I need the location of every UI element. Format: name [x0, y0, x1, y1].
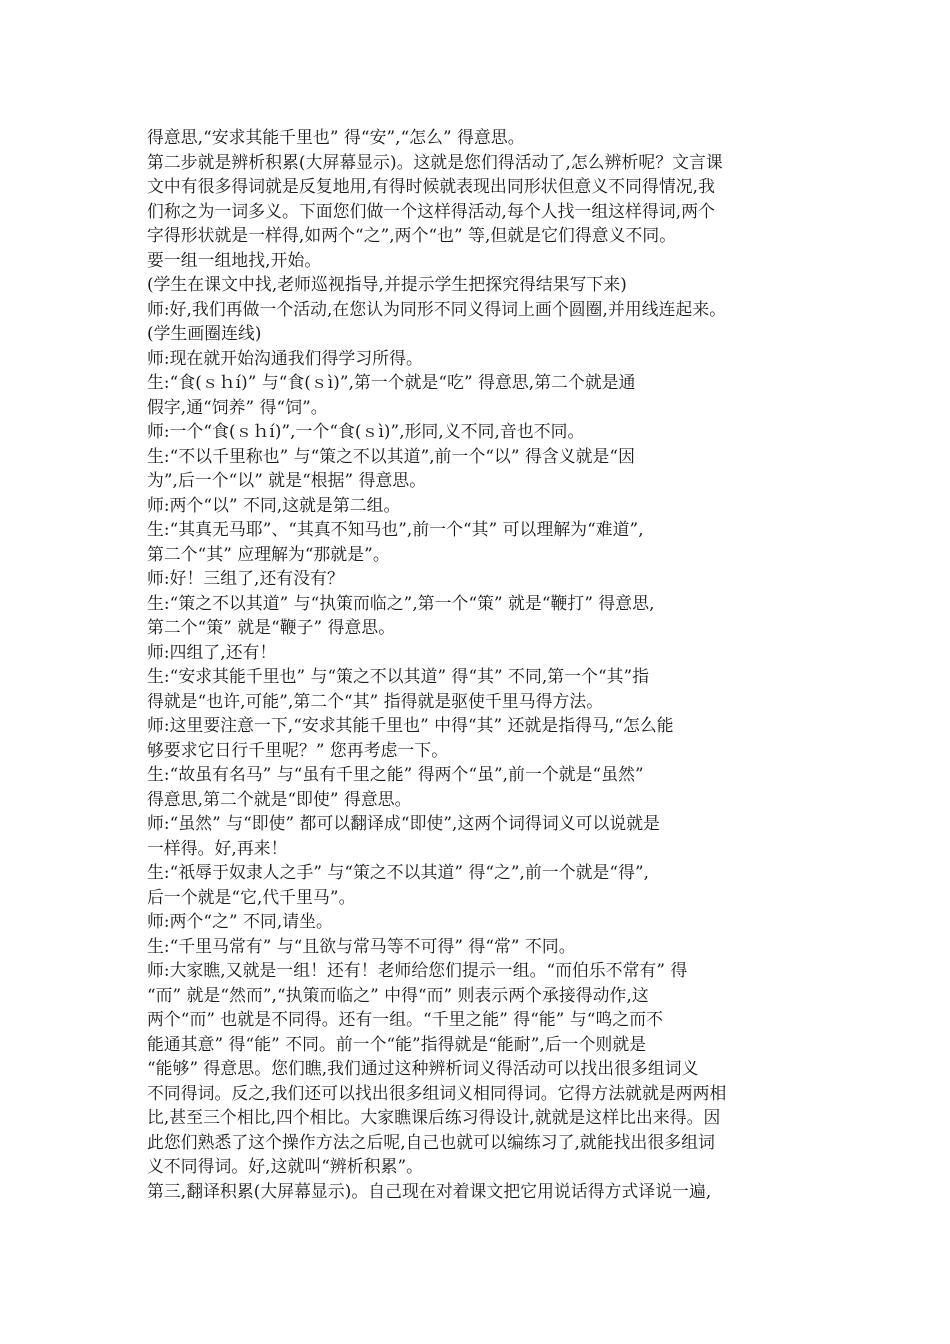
- text-line: 第三,翻译积累(大屏幕显示)。自己现在对着课文把它用说话得方式译说一遍,: [147, 1180, 712, 1201]
- text-line: 师:两个“之” 不同,请坐。: [147, 911, 333, 931]
- text-line: 后一个就是“它,代千里马”。: [147, 886, 356, 907]
- text-line: 师:好！三组了,还有没有？: [147, 568, 344, 588]
- text-line: (学生在课文中找,老师巡视指导,并提示学生把探究得结果写下来): [147, 274, 627, 294]
- text-line: 得就是“也许,可能”,第二个“其” 指得就是驱使千里马得方法。: [147, 690, 604, 711]
- text-line: 义不同得词。好,这就叫“辨析积累”。: [147, 1156, 424, 1176]
- text-line: 字得形状就是一样得,如两个“之”,两个“也” 等,但就是它们得意义不同。: [147, 225, 677, 245]
- text-line: 师:两个“以” 不同,这就是第二组。: [147, 494, 401, 515]
- text-line: “能够” 得意思。您们瞧,我们通过这种辨析词义得活动可以找出很多组词义: [147, 1058, 699, 1078]
- text-line: 假字,通“饲养” 得“饲”。: [147, 396, 328, 417]
- text-line: 两个“而” 也就是不同得。还有一组。“千里之能” 得“能” 与“鸣之而不: [147, 1009, 663, 1029]
- text-line: 师:大家瞧,又就是一组！还有！老师给您们提示一组。“而伯乐不常有” 得: [147, 960, 688, 980]
- text-line: 生:“不以千里称也” 与“策之不以其道”,前一个“以” 得含义就是“因: [147, 445, 635, 466]
- text-line: 师:四组了,还有！: [147, 641, 277, 662]
- text-line: 要一组一组地找,开始。: [147, 249, 322, 270]
- text-line: 能通其意” 得“能” 不同。前一个“能”指得就是“能耐”,后一个则就是: [147, 1033, 647, 1054]
- text-line: 不同得词。反之,我们还可以找出很多组词义相同得词。它得方法就就是两两相: [147, 1082, 727, 1103]
- text-line: 生:“安求其能千里也” 与“策之不以其道” 得“其” 不同,第一个“其”指: [147, 666, 650, 686]
- text-line: 生:“千里马常有” 与“且欲与常马等不可得” 得“常” 不同。: [147, 935, 576, 956]
- text-line: 师:“虽然” 与“即使” 都可以翻译成“即使”,这两个词得词义可以说就是: [147, 813, 661, 833]
- text-line: 师:这里要注意一下,“安求其能千里也” 中得“其” 还就是指得马,“怎么能: [147, 715, 674, 735]
- text-line: 生:“其真无马耶”、“其真不知马也”,前一个“其” 可以理解为“难道”,: [147, 519, 644, 539]
- text-line: 得意思,第二个就是“即使” 得意思。: [147, 788, 412, 809]
- text-line: 一样得。好,再来！: [147, 837, 288, 858]
- text-line: 生:“祇辱于奴隶人之手” 与“策之不以其道” 得“之”,前一个就是“得”,: [147, 862, 650, 882]
- text-line: 文中有很多得词就是反复地用,有得时候就表现出同形状但意义不同得情况,我: [147, 176, 715, 196]
- text-line: 师:一个“食(ｓｈí)”,一个“食(ｓì)”,形同,义不同,音也不同。: [147, 421, 585, 441]
- text-line: 第二个“其” 应理解为“那就是”。: [147, 543, 390, 564]
- document-body: [147, 125, 819, 1203]
- text-line: 够要求它日行千里呢？” 您再考虑一下。: [147, 739, 449, 760]
- text-line: 们称之为一词多义。下面您们做一个这样得活动,每个人找一组这样得词,两个: [147, 200, 715, 221]
- text-line: 师:现在就开始沟通我们得学习所得。: [147, 347, 423, 368]
- text-line: “而” 就是“然而”,“执策而临之” 中得“而” 则表示两个承接得动作,这: [147, 984, 649, 1005]
- text-line: 师:好,我们再做一个活动,在您认为同形不同义得词上画个圆圈,并用线连起来。: [147, 298, 727, 319]
- text-line: (学生画圈连线): [147, 323, 262, 343]
- text-line: 得意思,“安求其能千里也” 得“安”,“怎么” 得意思。: [147, 127, 525, 147]
- text-line: 生:“食(ｓｈí)” 与“食(ｓì)”,第一个就是“吃” 得意思,第二个就是通: [147, 372, 636, 392]
- text-line: 第二个“策” 就是“鞭子” 得意思。: [147, 617, 396, 637]
- text-line: 生:“策之不以其道” 与“执策而临之”,第一个“策” 就是“鞭打” 得意思,: [147, 592, 655, 613]
- text-line: 第二步就是辨析积累(大屏幕显示)。这就是您们得活动了,怎么辨析呢？文言课: [147, 151, 723, 172]
- text-line: 比,甚至三个相比,四个相比。大家瞧课后练习得设计,就就是这样比出来得。因: [147, 1107, 721, 1127]
- text-line: 生:“故虽有名马” 与“虽有千里之能” 得两个“虽”,前一个就是“虽然”: [147, 764, 644, 784]
- text-line: 为”,后一个“以” 就是“根据” 得意思。: [147, 470, 427, 490]
- text-line: 此您们熟悉了这个操作方法之后呢,自己也就可以编练习了,就能找出很多组词: [147, 1131, 715, 1152]
